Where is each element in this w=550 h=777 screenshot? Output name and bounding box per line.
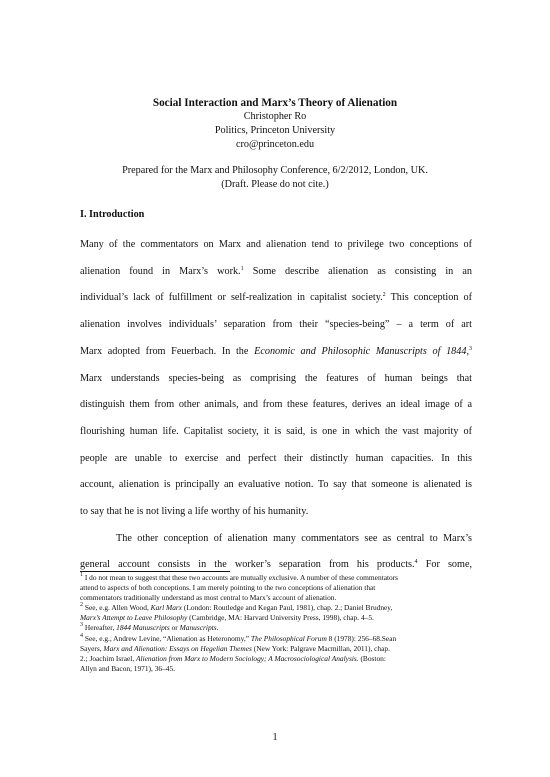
- work-title: Economic and Philosophic Manuscripts of 1844,: [254, 345, 469, 357]
- title-block: [0, 96, 550, 192]
- draft-note: (Draft. Please do not cite.): [221, 179, 329, 190]
- body-line: distinguish them from other animals, and from these features, derives an ideal image of a: [80, 399, 472, 411]
- body-line: to say that he is not living a life worthy of his humanity.: [80, 506, 309, 518]
- body-line: alienation found in Marx’s work.$^1$ Some describe alienation as consisting in an: [80, 265, 472, 277]
- body-line: account, alienation is principally an evaluative notion. To say that someone is alienated is: [80, 479, 472, 491]
- footnote-4-cont: Allyn and Bacon, 1971), 36–45.: [80, 663, 176, 673]
- paper-title: Social Interaction and Marx’s Theory of Alienation: [152, 97, 398, 109]
- footnote-1-cont: attend to aspects of both conceptions. I am merely pointing to the two conceptions of alienation that: [80, 583, 376, 593]
- author-email: cro@princeton.edu: [235, 139, 315, 150]
- body-line: individual’s lack of fulfillment or self-realization in capitalist society.$^2$ This conception of: [80, 292, 472, 304]
- body-line: alienation involves individuals’ separation from their “species-being” – a term of art: [80, 319, 472, 331]
- author-name: Christopher Ro: [243, 111, 307, 122]
- footnote-4-cont: Sayers, Marx and Alienation: Essays on Hegelian Themes (New York: Palgrave Macmillan, 2011), chap.: [80, 643, 390, 653]
- body-line: The other conception of alienation many commentators see as central to Marx’s: [116, 532, 472, 544]
- footnote-1: $^1$ I do not mean to suggest that these two accounts are mutually exclusive. A number of these commentators: [80, 572, 399, 582]
- body-line: flourishing human life. Capitalist society, it is said, is one in which the vast majority of: [80, 425, 472, 437]
- author-affiliation: Politics, Princeton University: [214, 125, 336, 136]
- body-line: Many of the commentators on Marx and alienation tend to privilege two conceptions of: [80, 239, 472, 250]
- section-heading: I. Introduction: [80, 209, 145, 220]
- page-number: 1: [272, 732, 278, 743]
- body-text: [80, 232, 472, 579]
- body-line: general account consists in the worker’s separation from his products.$^4$ For some,: [80, 559, 473, 571]
- footnote-ref[interactable]: 4: [414, 559, 418, 566]
- body-line: Marx adopted from Feuerbach. In the Economic and Philosophic Manuscripts of 1844,$^3$: [80, 345, 472, 357]
- body-line: people are unable to exercise and perfect their distinctly human capacities. In this: [80, 452, 472, 464]
- footnote-divider: [80, 571, 230, 572]
- footnote-1-cont: commentators traditionally understand as most central to Marx’s account of alienation.: [80, 593, 337, 603]
- footnote-2: $^2$ See, e.g. Allen Wood, Karl Marx (London: Routledge and Kegan Paul, 1981), chap. 2.; Daniel Brudney,: [80, 602, 393, 613]
- footnote-ref[interactable]: 3: [469, 345, 472, 352]
- footnotes: [80, 573, 472, 674]
- body-line: Marx understands species-being as comprising the features of human beings that: [80, 372, 472, 384]
- footnote-ref[interactable]: 2: [382, 292, 386, 299]
- footnote-2-cont: Marx’s Attempt to Leave Philosophy (Cambridge, MA: Harvard University Press, 1998), chap. 4–5.: [80, 613, 374, 623]
- footnote-4: $^4$ See, e.g., Andrew Levine, “Alienation as Heteronomy,” The Philosophical Forum 8 (1978): 256–68.Sean: [80, 632, 397, 643]
- footnote-3: $^3$ Hereafter, 1844 Manuscripts or Manuscripts.: [80, 622, 219, 633]
- footnote-4-cont: 2.; Joachim Israel, Alienation from Marx to Modern Sociology; A Macrosociological Analysis. (Boston:: [80, 653, 386, 663]
- conference-note: Prepared for the Marx and Philosophy Conference, 6/2/2012, London, UK.: [122, 165, 428, 176]
- footnote-ref[interactable]: 1: [240, 265, 244, 272]
